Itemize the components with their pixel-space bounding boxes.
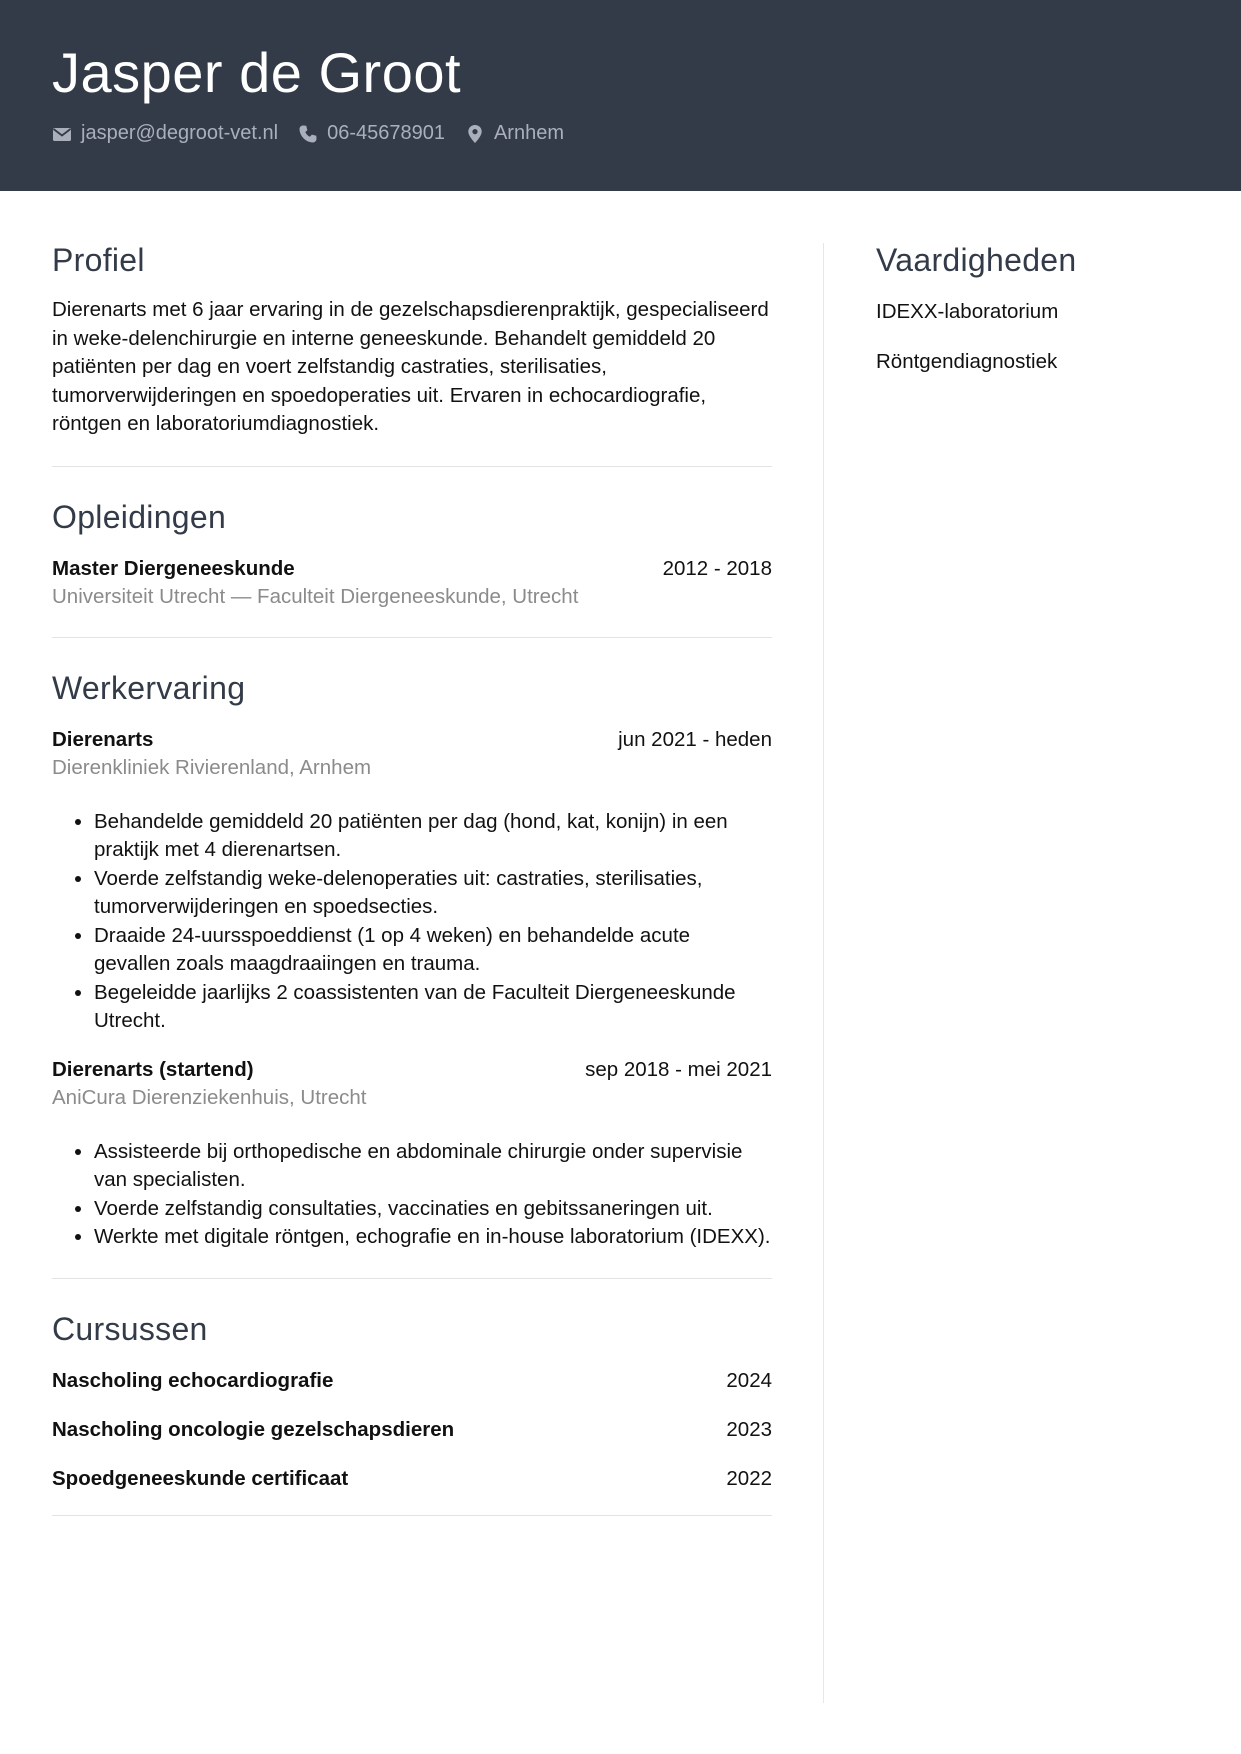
job-title: Dierenarts [52,727,154,751]
section-title-courses: Cursussen [52,1310,208,1347]
contact-location [465,122,564,145]
envelope-icon [52,124,72,144]
section-title-education: Opleidingen [52,498,227,535]
map-pin-icon [465,124,485,144]
course-year: 2023 [726,1417,772,1441]
employer: AniCura Dierenziekenhuis, Utrecht [52,1085,367,1109]
contact-location-text: Arnhem [493,122,564,144]
course-row [52,1367,772,1395]
sidebar-column [876,240,1196,398]
contact-info [52,122,584,145]
course-name: Spoedgeneeskunde certificaat [52,1466,349,1490]
column-divider [823,243,824,1703]
job-bullets [52,1138,772,1252]
education-entry [52,555,772,611]
phone-icon [298,124,318,144]
experience-entry [52,726,772,1036]
course-year: 2024 [726,1368,772,1392]
experience-section [52,668,772,1279]
course-row [52,1416,772,1444]
bullet-item: • Begeleidde jaarlijks 2 coassistenten van de Faculteit Diergeneeskunde Utrecht. [94,979,772,1036]
section-title-experience: Werkervaring [52,669,246,706]
candidate-name: Jasper de Groot [52,41,462,104]
contact-email-text: jasper@degroot-vet.nl [81,122,279,144]
education-section [52,497,772,638]
courses-section [52,1309,772,1516]
course-name: Nascholing echocardiografie [52,1368,334,1392]
degree-title: Master Diergeneeskunde [52,556,295,580]
course-year: 2022 [726,1466,772,1490]
skill-item: Röntgendiagnostiek [876,350,1058,373]
course-row [52,1465,772,1493]
profile-section [52,240,772,467]
bullet-item: • Werkte met digitale röntgen, echografie en in-house laboratorium (IDEXX). [94,1223,772,1252]
main-column [52,240,772,1516]
section-title-skills: Vaardigheden [876,242,1077,278]
degree-period: 2012 - 2018 [662,556,772,580]
header-banner [0,0,1241,191]
bullet-item: • Voerde zelfstandig weke-delenoperaties uit: castraties, sterilisaties, tumorverwijderingen en spoedsecties. [94,865,772,922]
contact-phone[interactable] [298,122,445,145]
contact-phone-text: 06-45678901 [327,122,445,144]
bullet-item: • Voerde zelfstandig consultaties, vaccinaties en gebitssaneringen uit. [94,1195,772,1224]
bullet-item: • Assisteerde bij orthopedische en abdominale chirurgie onder supervisie van specialisten. [94,1138,772,1195]
skill-item: IDEXX-laboratorium [876,300,1059,323]
job-period: jun 2021 - heden [618,727,772,751]
contact-email[interactable] [52,122,278,145]
section-title-profile: Profiel [52,242,145,278]
bullet-item: • Draaide 24-uursspoeddienst (1 op 4 weken) en behandelde acute gevallen zoals maagdraaiingen en trauma. [94,922,772,979]
job-bullets [52,808,772,1036]
course-name: Nascholing oncologie gezelschapsdieren [52,1417,455,1441]
bullet-item: • Behandelde gemiddeld 20 patiënten per dag (hond, kat, konijn) in een praktijk met 4 dierenartsen. [94,808,772,865]
job-period: sep 2018 - mei 2021 [585,1057,772,1081]
skills-list [876,298,1196,376]
experience-entry [52,1056,772,1252]
profile-text: Dierenarts met 6 jaar ervaring in de gezelschapsdierenpraktijk, gespecialiseerd in weke-delenchirurgie en interne geneeskunde. Behandelt gemiddeld 20 patiënten per dag en voert zelfstandig castraties, sterilisaties, tumorverwijderingen en spoedoperaties uit. Ervaren in echocardiografie, röntgen en laboratoriumdiagnostiek. [52,298,769,435]
employer: Dierenkliniek Rivierenland, Arnhem [52,755,372,779]
job-title: Dierenarts (startend) [52,1057,254,1081]
institution: Universiteit Utrecht — Faculteit Diergeneeskunde, Utrecht [52,584,579,608]
